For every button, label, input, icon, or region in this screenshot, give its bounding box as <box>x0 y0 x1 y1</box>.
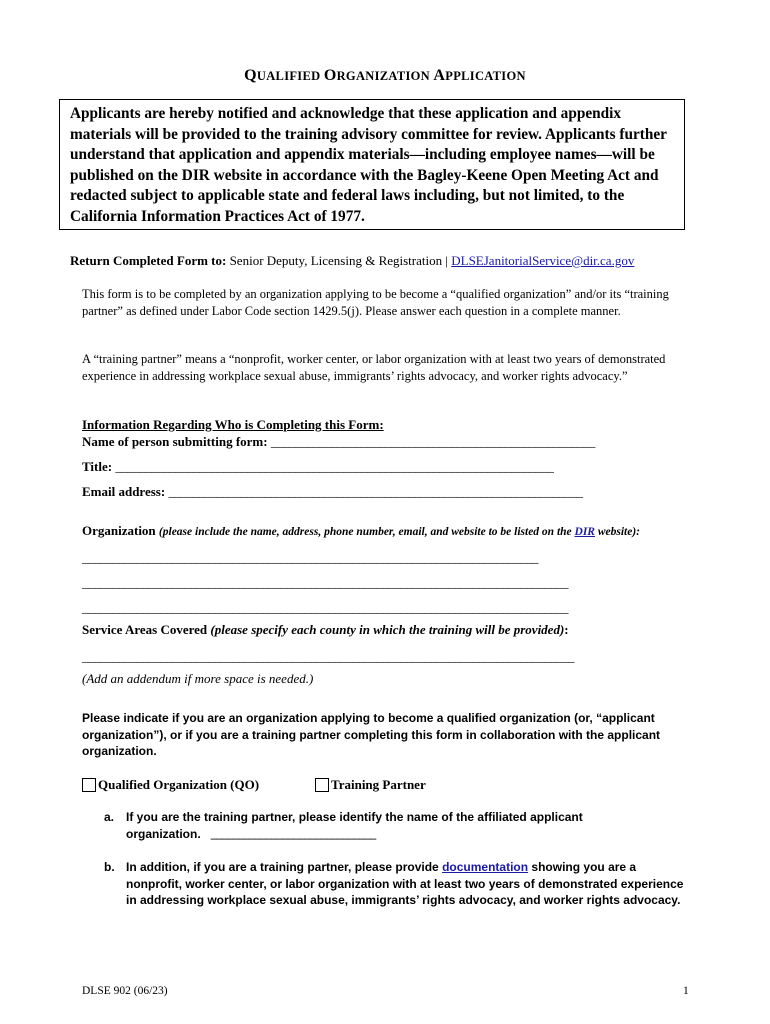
title-field[interactable] <box>82 459 553 475</box>
service-areas-hint: (please specify each county in which the training will be provided) <box>210 622 565 637</box>
organization-line-2[interactable]: _________________________________________________________________________________ <box>82 575 568 590</box>
item-b-letter: b. <box>104 860 115 874</box>
title-field-label: Title: <box>82 459 113 474</box>
title-initial: Q <box>244 67 257 84</box>
addendum-note: (Add an addendum if more space is needed.) <box>82 671 314 686</box>
item-a <box>104 809 684 843</box>
return-recipient: Senior Deputy, Licensing & Registration | <box>229 253 448 268</box>
service-areas-label: Service Areas Covered <box>82 622 208 637</box>
name-field-label: Name of person submitting form: <box>82 434 268 449</box>
qo-checkbox[interactable] <box>82 778 96 792</box>
dir-link[interactable]: DIR <box>574 526 595 538</box>
email-field-line[interactable]: _____________________________________________________________________ <box>168 484 583 499</box>
organization-hint <box>159 526 640 538</box>
return-line <box>70 253 634 269</box>
email-field[interactable] <box>82 484 582 500</box>
item-a-text-line-1: If you are the training partner, please identify the name of the affiliated applicant <box>126 810 583 824</box>
title-part: PPLICATION <box>445 69 526 83</box>
organization-label: Organization <box>82 523 156 538</box>
tp-option[interactable] <box>315 777 426 793</box>
title-part: RGANIZATION <box>336 69 434 83</box>
item-b <box>104 859 684 927</box>
qo-option[interactable] <box>82 777 259 793</box>
return-email-link[interactable]: DLSEJanitorialService@dir.ca.gov <box>451 253 635 268</box>
service-areas-line[interactable]: __________________________________________________________________________________ <box>82 649 574 664</box>
organization-line-1[interactable]: ____________________________________________________________________________ <box>82 550 538 565</box>
email-field-label: Email address: <box>82 484 166 499</box>
affiliated-organization-line[interactable]: ______________________________ <box>210 826 376 841</box>
item-b-text-end: showing you are a nonprofit, worker center, or labor organization with at least two years of demonstrated experience in addressing workplace sexual abuse, immigrants’ rights advocacy, and worker rights advocacy. <box>126 860 684 907</box>
title-part: UALIFIED <box>256 69 324 83</box>
intro-paragraph-1: This form is to be completed by an organization applying to be become a “qualified organization” and/or its “training partner” as defined under Labor Code section 1429.5(j). Please answer each question in a complete manner. <box>82 287 669 318</box>
item-a-text <box>126 809 686 842</box>
organization-hint-end: website): <box>594 526 641 538</box>
item-a-letter: a. <box>104 810 115 824</box>
item-b-text-start: In addition, if you are a training partner, please provide <box>126 860 443 874</box>
item-a-text-line-2 <box>126 826 686 843</box>
documentation-link[interactable]: documentation <box>442 860 529 874</box>
title-field-line[interactable]: _________________________________________________________________________ <box>115 459 554 474</box>
page-number: 1 <box>683 985 689 997</box>
form-id: DLSE 902 (06/23) <box>82 985 168 997</box>
notice-box <box>59 99 685 230</box>
qo-label: Qualified Organization (QO) <box>98 777 260 792</box>
info-section-heading: Information Regarding Who is Completing this Form: <box>82 417 384 432</box>
organization-line-3[interactable]: _________________________________________________________________________________ <box>82 600 568 615</box>
item-a-label: organization. <box>126 826 201 841</box>
intro-paragraph-2: A “training partner” means a “nonprofit, worker center, or labor organization with at least two years of demonstrated experience in addressing workplace sexual abuse, immigrants’ rights advocacy, and worker rights advocacy.” <box>82 352 666 383</box>
indicate-paragraph: Please indicate if you are an organization applying to become a qualified organization (or, “applicant organization”), or if you are a training partner completing this form in collaboration with the applicant organization. <box>82 711 661 758</box>
organization-hint-text: (please include the name, address, phone number, email, and website to be listed on the <box>158 526 575 538</box>
return-label: Return Completed Form to: <box>70 253 227 268</box>
organization-label-row <box>82 523 640 539</box>
title-initial: O <box>323 67 337 84</box>
tp-label: Training Partner <box>331 777 426 792</box>
notice-text: Applicants are hereby notified and acknowledge that these application and appendix materials will be provided to the training advisory committee for review. Applicants further understand that application and appendix materials—including employee names—will be published on the DIR website in accordance with the Bagley-Keene Open Meeting Act and redacted subject to applicable state and federal laws including, but not limited, to the California Information Practices Act of 1977. <box>70 105 667 225</box>
service-areas-colon: : <box>564 622 569 637</box>
name-field-line[interactable]: ______________________________________________________ <box>270 434 595 449</box>
item-b-text <box>126 859 686 909</box>
page-title <box>0 67 770 85</box>
title-initial: A <box>433 67 446 84</box>
tp-checkbox[interactable] <box>315 778 329 792</box>
name-field[interactable] <box>82 434 595 450</box>
service-areas-label-row <box>82 622 569 638</box>
